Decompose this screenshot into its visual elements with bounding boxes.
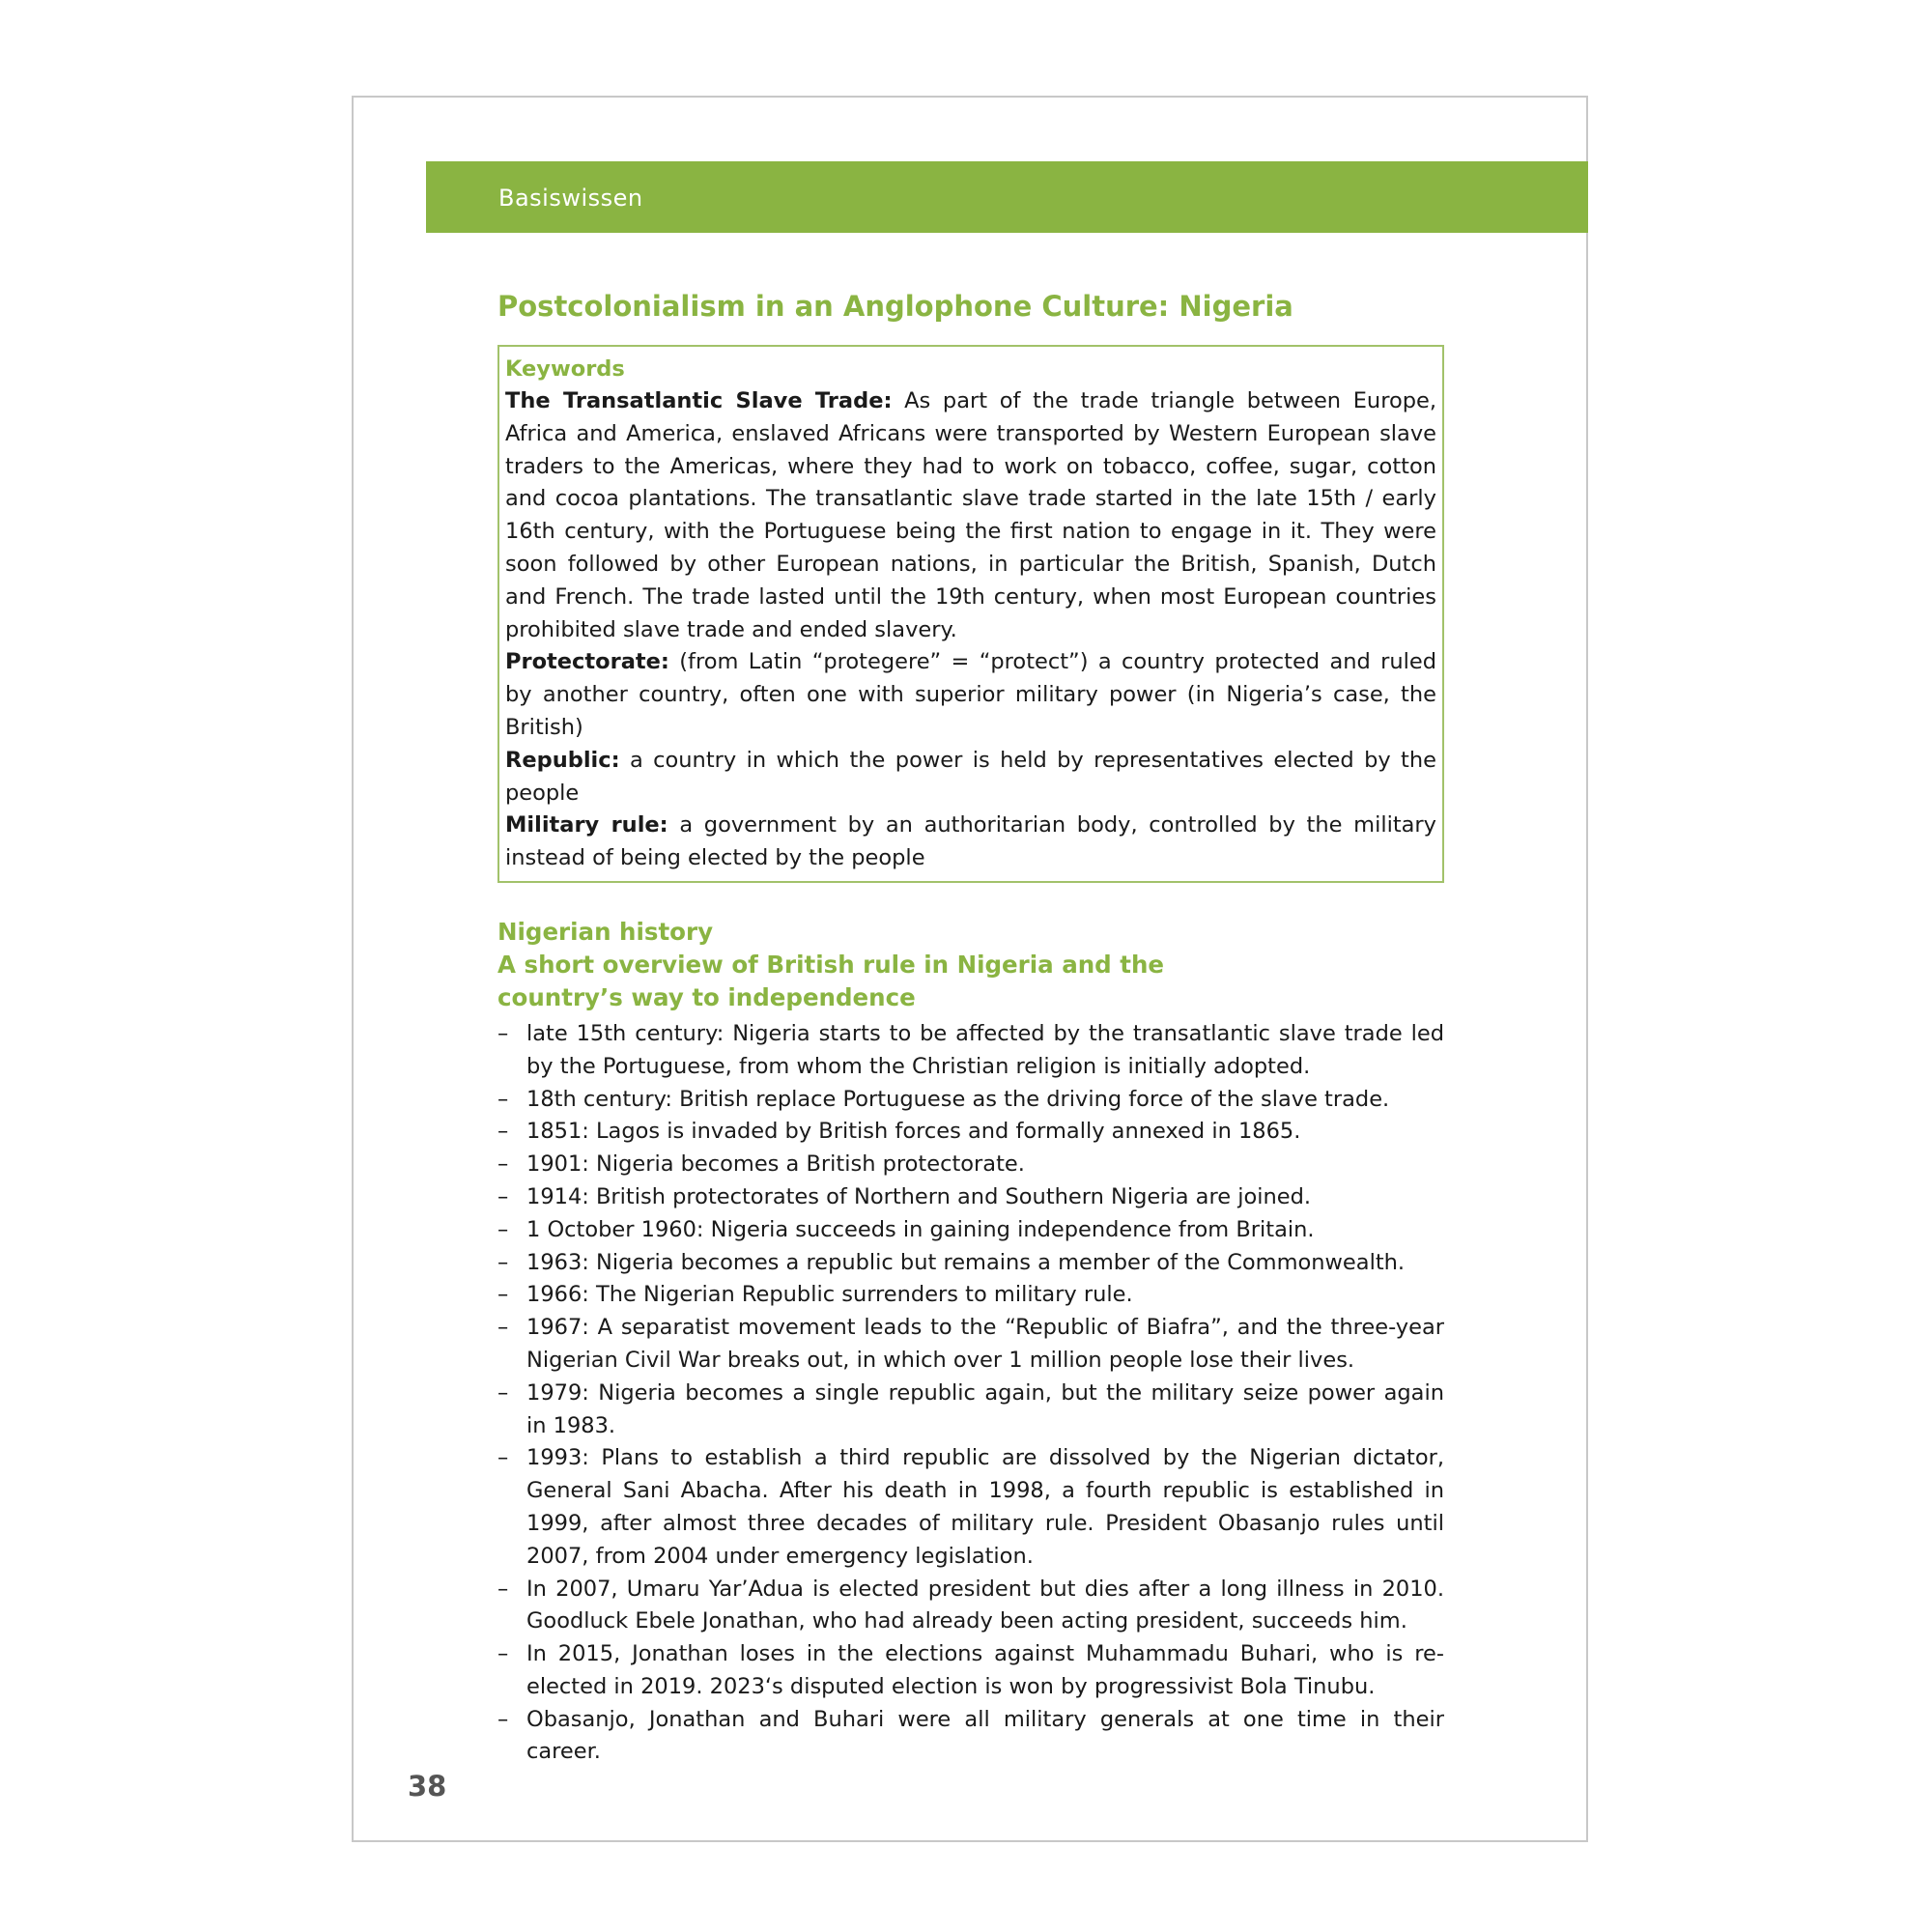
timeline-item bbox=[497, 1214, 1444, 1247]
keyword-term: Military rule: bbox=[505, 812, 668, 838]
dash-bullet: – bbox=[497, 1119, 509, 1145]
keyword-term: The Transatlantic Slave Trade: bbox=[505, 388, 893, 413]
timeline-text: 1851: Lagos is invaded by British forces and formally annexed in 1865. bbox=[526, 1119, 1301, 1145]
keyword-entry bbox=[505, 385, 1436, 646]
history-section bbox=[497, 916, 1444, 1769]
banner-label: Basiswissen bbox=[498, 185, 643, 212]
keyword-definition: a government by an authoritarian body, controlled by the military instead of being elected by the people bbox=[505, 812, 1436, 871]
timeline-text: 1 October 1960: Nigeria succeeds in gaining independence from Britain. bbox=[526, 1216, 1315, 1242]
keyword-definition: (from Latin “protegere” = “protect”) a country protected and ruled by another country, often one with superior military power (in Nigeria’s case, the British) bbox=[505, 649, 1436, 740]
timeline-text: 1967: A separatist movement leads to the “Republic of Biafra”, and the three-year Nigerian Civil War breaks out, in which over 1 million people lose their lives. bbox=[526, 1315, 1444, 1373]
dash-bullet: – bbox=[497, 1445, 509, 1471]
keyword-term: Protectorate: bbox=[505, 649, 669, 675]
dash-bullet: – bbox=[497, 1216, 509, 1242]
dash-bullet: – bbox=[497, 1183, 509, 1209]
dash-bullet: – bbox=[497, 1641, 509, 1667]
dash-bullet: – bbox=[497, 1282, 509, 1308]
timeline-text: 1901: Nigeria becomes a British protectorate. bbox=[526, 1151, 1025, 1178]
timeline-text: 1979: Nigeria becomes a single republic again, but the military seize power again in 1983. bbox=[526, 1379, 1444, 1438]
timeline-text: In 2007, Umaru Yar’Adua is elected president but dies after a long illness in 2010. Goodluck Ebele Jonathan, who had already been acting president, succeeds him. bbox=[526, 1576, 1444, 1634]
timeline-text: 1914: British protectorates of Northern and Southern Nigeria are joined. bbox=[526, 1183, 1311, 1209]
timeline-item bbox=[497, 1116, 1444, 1149]
keywords-box bbox=[497, 345, 1444, 883]
history-subheading: A short overview of British rule in Nigeria and the country’s way to independence bbox=[497, 950, 1165, 1011]
timeline-item bbox=[497, 1181, 1444, 1214]
dash-bullet: – bbox=[497, 1315, 509, 1341]
timeline-text: Obasanjo, Jonathan and Buhari were all military generals at one time in their career. bbox=[526, 1706, 1444, 1765]
keywords-heading: Keywords bbox=[505, 356, 625, 382]
dash-bullet: – bbox=[497, 1249, 509, 1275]
timeline-item bbox=[497, 1378, 1444, 1443]
timeline-item bbox=[497, 1247, 1444, 1280]
keyword-entry bbox=[505, 810, 1436, 875]
keyword-definition: a country in which the power is held by representatives elected by the people bbox=[505, 747, 1436, 806]
dash-bullet: – bbox=[497, 1576, 509, 1602]
timeline-item bbox=[497, 1442, 1444, 1573]
timeline-item bbox=[497, 1149, 1444, 1181]
dash-bullet: – bbox=[497, 1379, 509, 1406]
history-heading: Nigerian history bbox=[497, 917, 714, 946]
dash-bullet: – bbox=[497, 1086, 509, 1112]
dash-bullet: – bbox=[497, 1706, 509, 1732]
timeline-item bbox=[497, 1574, 1444, 1639]
page-number: 38 bbox=[408, 1770, 447, 1803]
timeline-item bbox=[497, 1018, 1444, 1084]
timeline-item bbox=[497, 1312, 1444, 1378]
keyword-definition: As part of the trade triangle between Europe, Africa and America, enslaved Africans were transported by Western European slave traders to the Americas, where they had to work on tobacco, coffee, sugar, cotton and cocoa plantations. The transatlantic slave trade started in the late 15th / early 16th century, with the Portuguese being the first nation to engage in it. They were soon followed by other European nations, in particular the British, Spanish, Dutch and French. The trade lasted until the 19th century, when most European countries prohibited slave trade and ended slavery. bbox=[505, 388, 1436, 642]
timeline-item bbox=[497, 1279, 1444, 1312]
timeline-item bbox=[497, 1084, 1444, 1117]
timeline-text: 1963: Nigeria becomes a republic but remains a member of the Commonwealth. bbox=[526, 1249, 1406, 1275]
keyword-term: Republic: bbox=[505, 747, 620, 773]
timeline-text: late 15th century: Nigeria starts to be affected by the transatlantic slave trade led by the Portuguese, from whom the Christian religion is initially adopted. bbox=[526, 1020, 1444, 1079]
timeline-text: 1966: The Nigerian Republic surrenders to military rule. bbox=[526, 1282, 1133, 1308]
page-title: Postcolonialism in an Anglophone Culture: Nigeria bbox=[497, 290, 1293, 323]
dash-bullet: – bbox=[497, 1020, 509, 1046]
timeline-text: 1993: Plans to establish a third republic are dissolved by the Nigerian dictator, General Sani Abacha. After his death in 1998, a fourth republic is established in 1999, after almost three decades of military rule. President Obasanjo rules until 2007, from 2004 under emergency legislation. bbox=[526, 1445, 1444, 1569]
timeline-text: 18th century: British replace Portuguese as the driving force of the slave trade. bbox=[526, 1086, 1390, 1112]
document-page bbox=[352, 96, 1588, 1842]
timeline-item bbox=[497, 1704, 1444, 1770]
keyword-entry bbox=[505, 646, 1436, 744]
timeline-item bbox=[497, 1638, 1444, 1704]
section-banner bbox=[426, 161, 1588, 233]
page-content bbox=[497, 287, 1444, 1769]
timeline-text: In 2015, Jonathan loses in the elections against Muhammadu Buhari, who is re-elected in 2019. 2023‘s disputed election is won by progressivist Bola Tinubu. bbox=[526, 1641, 1444, 1699]
keyword-entry bbox=[505, 745, 1436, 810]
dash-bullet: – bbox=[497, 1151, 509, 1178]
history-timeline bbox=[497, 1018, 1444, 1769]
